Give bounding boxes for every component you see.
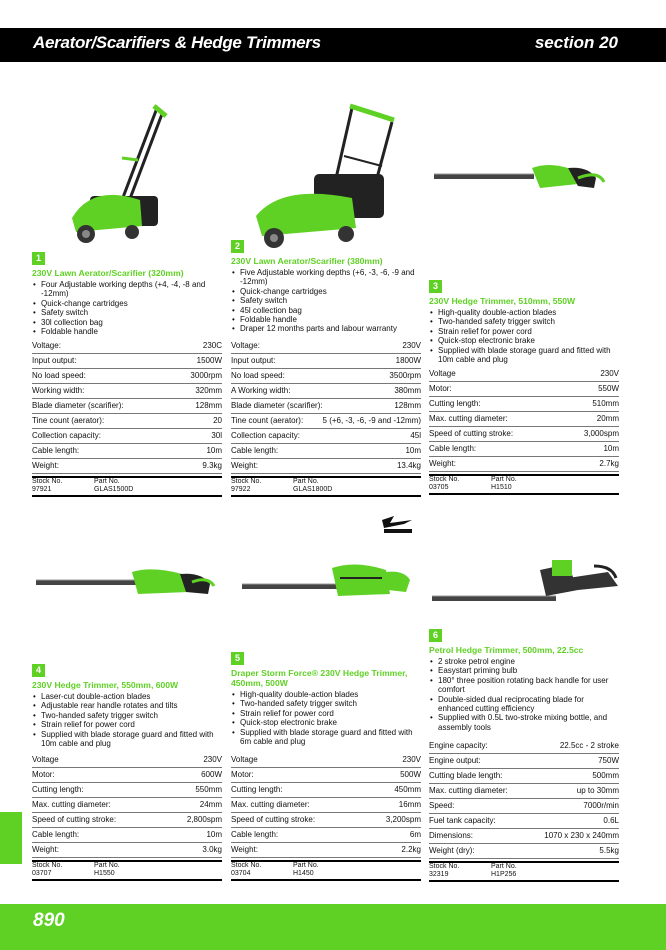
spec-row: Weight (dry): 5.5kg	[429, 844, 619, 859]
product-title: 230V Hedge Trimmer, 550mm, 600W	[32, 680, 179, 690]
feature-list	[429, 308, 619, 364]
product-number: 2	[231, 240, 244, 253]
spec-row: Cable length: 10m	[231, 444, 421, 459]
feature-item: • Supplied with blade storage guard and fitted with 10m cable and plug	[32, 730, 222, 749]
product-title: Draper Storm Force® 230V Hedge Trimmer, 450mm, 500W	[231, 668, 408, 688]
part-number: H1510	[491, 484, 512, 491]
feature-item: • Safety switch	[231, 296, 421, 305]
product-number: 5	[231, 652, 244, 665]
feature-item: • Draper 12 months parts and labour warranty	[231, 324, 421, 333]
spec-table-5	[231, 753, 421, 881]
stock-number: 03705	[429, 484, 449, 491]
spec-row: No load speed: 3500rpm	[231, 369, 421, 384]
spec-row: Engine output: 750W	[429, 754, 619, 769]
stock-number: 97922	[231, 486, 251, 493]
spec-row: Weight: 3.0kg	[32, 843, 222, 858]
product-title: 230V Hedge Trimmer, 510mm, 550W	[429, 296, 576, 306]
feature-item: • Supplied with blade storage guard and fitted with 6m cable and plug	[231, 728, 421, 747]
spec-row: A Working width: 380mm	[231, 384, 421, 399]
product-number: 6	[429, 629, 442, 642]
page-title: Aerator/Scarifiers & Hedge Trimmers	[33, 33, 321, 52]
feature-item: • Foldable handle	[32, 327, 222, 336]
feature-item: • High-quality double-action blades	[429, 308, 619, 317]
feature-item: • 180° three position rotating back handle for user comfort	[429, 676, 619, 695]
spec-row: Voltage 230V	[231, 753, 421, 768]
feature-item: • Supplied with 0.5L two-stroke mixing bottle, and assembly tools	[429, 713, 619, 732]
feature-item: • Quick-stop electronic brake	[429, 336, 619, 345]
page-header	[0, 28, 666, 62]
spec-row: Max. cutting diameter: 16mm	[231, 798, 421, 813]
spec-row: Motor: 500W	[231, 768, 421, 783]
product-title: 230V Lawn Aerator/Scarifier (380mm)	[231, 256, 383, 266]
spec-table-2	[231, 339, 421, 497]
feature-list	[231, 690, 421, 746]
spec-row: Voltage 230V	[32, 753, 222, 768]
spec-row: Engine capacity: 22.5cc - 2 stroke	[429, 739, 619, 754]
feature-list	[429, 657, 619, 732]
product-2	[231, 236, 421, 334]
part-label: Part No.	[94, 478, 120, 485]
part-number: H1450	[293, 870, 314, 877]
spec-row: Collection capacity: 30l	[32, 429, 222, 444]
part-number: GLAS1500D	[94, 486, 134, 493]
spec-row: No load speed: 3000rpm	[32, 369, 222, 384]
aerator-320-image	[62, 100, 172, 248]
product-number: 1	[32, 252, 45, 265]
feature-item: • Strain relief for power cord	[231, 709, 421, 718]
feature-list	[32, 692, 222, 748]
spec-row: Working width: 320mm	[32, 384, 222, 399]
feature-item: • Safety switch	[32, 308, 222, 317]
feature-item: • Quick-change cartridges	[32, 299, 222, 308]
spec-row: Blade diameter (scarifier): 128mm	[32, 399, 222, 414]
spec-table-6	[429, 739, 619, 882]
spec-row: Tine count (aerator): 20	[32, 414, 222, 429]
feature-item: • 2 stroke petrol engine	[429, 657, 619, 666]
product-title: Petrol Hedge Trimmer, 500mm, 22.5cc	[429, 645, 584, 655]
spec-row: Motor: 550W	[429, 382, 619, 397]
product-6	[429, 625, 619, 732]
spec-row: Fuel tank capacity: 0.6L	[429, 814, 619, 829]
part-number: H1P256	[491, 871, 517, 878]
stock-table	[32, 860, 222, 881]
spec-row: Weight: 9.3kg	[32, 459, 222, 474]
spec-row: Cutting length: 550mm	[32, 783, 222, 798]
spec-row: Weight: 13.4kg	[231, 459, 421, 474]
feature-item: • Two-handed safety trigger switch	[231, 699, 421, 708]
product-3	[429, 276, 619, 364]
part-label: Part No.	[94, 862, 120, 869]
spec-row: Max. cutting diameter: up to 30mm	[429, 784, 619, 799]
feature-item: • Quick-change cartridges	[231, 287, 421, 296]
spec-row: Cutting blade length: 500mm	[429, 769, 619, 784]
aerator-380-image	[252, 100, 402, 250]
page-footer	[0, 904, 666, 950]
stock-label: Stock No.	[32, 862, 63, 869]
page-number: 890	[33, 910, 65, 931]
feature-list	[231, 268, 421, 334]
spec-row: Collection capacity: 45l	[231, 429, 421, 444]
spec-row: Voltage: 230V	[231, 339, 421, 354]
stock-number: 03704	[231, 870, 251, 877]
feature-item: • Four Adjustable working depths (+4, -4, -8 and -12mm)	[32, 280, 222, 299]
product-number: 4	[32, 664, 45, 677]
spec-row: Blade diameter (scarifier): 128mm	[231, 399, 421, 414]
spec-row: Cutting length: 510mm	[429, 397, 619, 412]
feature-item: • Quick-stop electronic brake	[231, 718, 421, 727]
spec-row: Dimensions: 1070 x 230 x 240mm	[429, 829, 619, 844]
spec-row: Weight: 2.2kg	[231, 843, 421, 858]
spec-table-4	[32, 753, 222, 881]
feature-item: • Laser-cut double-action blades	[32, 692, 222, 701]
hedge-trimmer-450-image	[236, 560, 416, 604]
part-label: Part No.	[293, 478, 319, 485]
spec-row: Cable length: 10m	[32, 828, 222, 843]
feature-item: • Strain relief for power cord	[32, 720, 222, 729]
storm-force-logo	[380, 514, 414, 536]
spec-row: Input output: 1800W	[231, 354, 421, 369]
stock-number: 32319	[429, 871, 449, 878]
feature-item: • Two-handed safety trigger switch	[32, 711, 222, 720]
stock-label: Stock No.	[231, 862, 262, 869]
product-4	[32, 660, 222, 748]
feature-item: • Foldable handle	[231, 315, 421, 324]
spec-row: Voltage: 230C	[32, 339, 222, 354]
stock-label: Stock No.	[231, 478, 262, 485]
stock-label: Stock No.	[429, 863, 460, 870]
product-number: 3	[429, 280, 442, 293]
spec-row: Motor: 600W	[32, 768, 222, 783]
stock-table	[429, 474, 619, 495]
section-side-tab	[0, 812, 22, 864]
spec-row: Voltage 230V	[429, 367, 619, 382]
part-label: Part No.	[293, 862, 319, 869]
stock-label: Stock No.	[32, 478, 63, 485]
section-label: section 20	[534, 33, 618, 52]
spec-table-1	[32, 339, 222, 497]
spec-row: Speed of cutting stroke: 3,200spm	[231, 813, 421, 828]
feature-item: • Easystart priming bulb	[429, 666, 619, 675]
feature-item: • High-quality double-action blades	[231, 690, 421, 699]
spec-row: Max. cutting diameter: 20mm	[429, 412, 619, 427]
spec-row: Max. cutting diameter: 24mm	[32, 798, 222, 813]
feature-item: • Supplied with blade storage guard and fitted with 10m cable and plug	[429, 346, 619, 365]
feature-item: • Five Adjustable working depths (+6, -3, -6, -9 and -12mm)	[231, 268, 421, 287]
spec-row: Speed of cutting stroke: 3,000spm	[429, 427, 619, 442]
spec-row: Cutting length: 450mm	[231, 783, 421, 798]
feature-list	[32, 280, 222, 336]
hedge-trimmer-510-image	[428, 160, 608, 196]
stock-table	[32, 476, 222, 497]
spec-row: Weight: 2.7kg	[429, 457, 619, 472]
part-label: Part No.	[491, 863, 517, 870]
spec-row: Cable length: 6m	[231, 828, 421, 843]
spec-table-3	[429, 367, 619, 495]
part-number: GLAS1800D	[293, 486, 333, 493]
spec-row: Tine count (aerator): 5 (+6, -3, -6, -9 and -12mm)	[231, 414, 421, 429]
stock-table	[429, 861, 619, 882]
spec-row: Cable length: 10m	[32, 444, 222, 459]
spec-row: Cable length: 10m	[429, 442, 619, 457]
feature-item: • Strain relief for power cord	[429, 327, 619, 336]
stock-label: Stock No.	[429, 476, 460, 483]
spec-row: Speed of cutting stroke: 2,800spm	[32, 813, 222, 828]
feature-item: • 45l collection bag	[231, 306, 421, 315]
spec-row: Input output: 1500W	[32, 354, 222, 369]
petrol-hedge-trimmer-image	[428, 556, 624, 612]
product-title: 230V Lawn Aerator/Scarifier (320mm)	[32, 268, 184, 278]
product-5	[231, 648, 421, 746]
stock-table	[231, 476, 421, 497]
part-number: H1550	[94, 870, 115, 877]
part-label: Part No.	[491, 476, 517, 483]
feature-item: • Two-handed safety trigger switch	[429, 317, 619, 326]
stock-table	[231, 860, 421, 881]
stock-number: 97921	[32, 486, 52, 493]
feature-item: • Adjustable rear handle rotates and tilts	[32, 701, 222, 710]
feature-item: • Double-sided dual reciprocating blade for enhanced cutting efficiency	[429, 695, 619, 714]
product-1	[32, 248, 222, 336]
feature-item: • 30l collection bag	[32, 318, 222, 327]
hedge-trimmer-550-image	[32, 566, 218, 602]
stock-number: 03707	[32, 870, 52, 877]
spec-row: Speed: 7000r/min	[429, 799, 619, 814]
